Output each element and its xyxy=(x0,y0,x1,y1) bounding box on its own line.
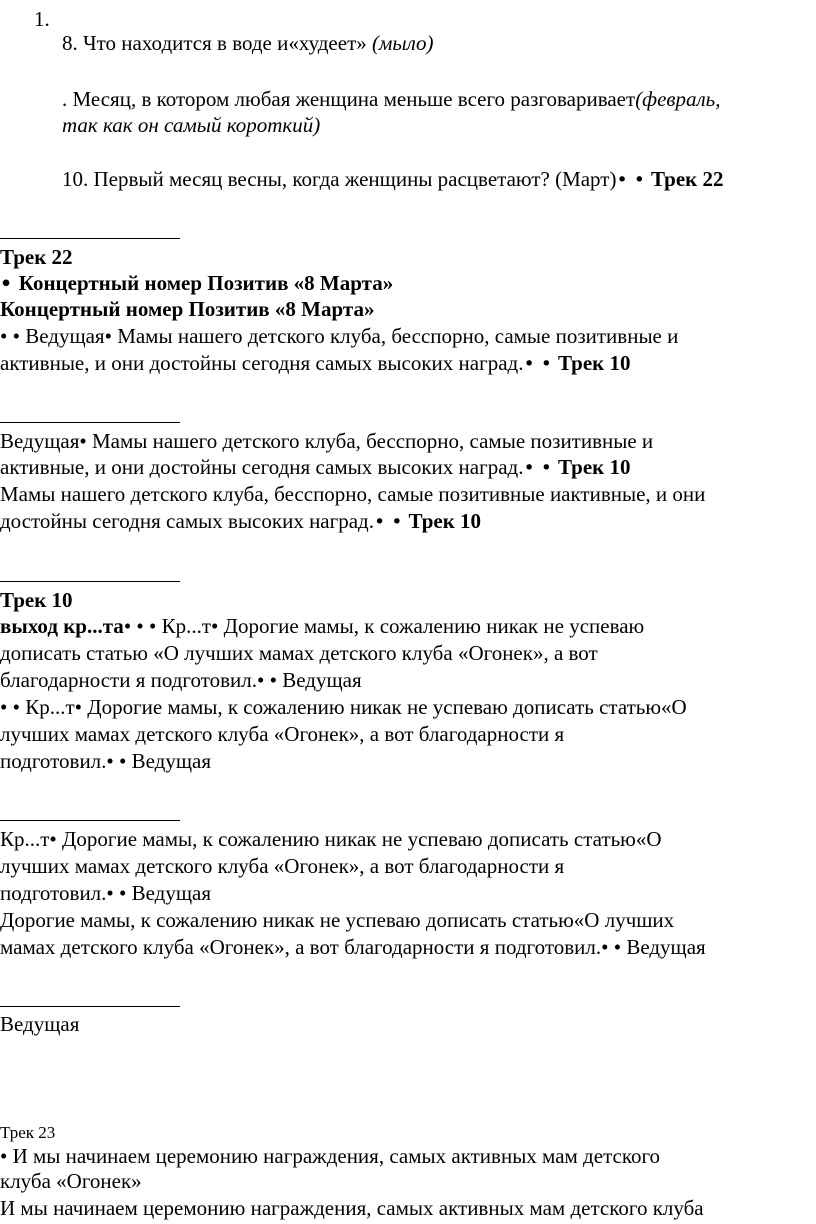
paragraph-line xyxy=(0,508,481,535)
paragraph-line xyxy=(0,350,631,377)
paragraph-line: • И мы начинаем церемонию награждения, самых активных мам детского xyxy=(0,1144,661,1168)
track-link[interactable]: Трек 10 xyxy=(557,455,631,479)
paragraph-line: • • Кр...т• Дорогие мамы, к сожалению никак не успеваю дописать статью«О xyxy=(0,695,687,719)
paragraph-line: благодарности я подготовил.• • Ведущая xyxy=(0,668,362,692)
bullet-marks: • • xyxy=(616,169,651,191)
concert-heading: Концертный номер Позитив «8 Марта» xyxy=(0,297,375,321)
separator-line xyxy=(0,1006,180,1007)
section-title: Трек 10 xyxy=(0,588,73,612)
exit-heading: выход кр...та xyxy=(0,614,124,638)
question-9-line-1 xyxy=(62,86,721,112)
paragraph-line: Ведущая xyxy=(0,1012,80,1036)
paragraph-line: И мы начинаем церемонию награждения, самых активных мам детского клуба xyxy=(0,1196,704,1220)
paragraph-text: • • • Кр...т• Дорогие мамы, к сожалению никак не успеваю xyxy=(123,614,645,638)
question-8-text: 8. Что находится в воде и«худеет» xyxy=(62,31,367,55)
track-link[interactable]: Трек 22 xyxy=(650,167,724,191)
paragraph-line: Ведущая• Мамы нашего детского клуба, бесспорно, самые позитивные и xyxy=(0,429,654,453)
question-8-answer: (мыло) xyxy=(372,31,434,55)
paragraph-line: лучших мамах детского клуба «Огонек», а вот благодарности я xyxy=(0,854,565,878)
paragraph-line: подготовил.• • Ведущая xyxy=(0,749,212,773)
separator-line xyxy=(0,238,180,239)
question-9-line-2: так как он самый короткий) xyxy=(62,113,321,137)
concert-heading-text: Концертный номер Позитив «8 Марта» xyxy=(18,271,394,295)
track-link[interactable]: Трек 10 xyxy=(408,509,482,533)
track-link[interactable]: Трек 10 xyxy=(557,351,631,375)
paragraph-line: мамах детского клуба «Огонек», а вот благодарности я подготовил.• • Ведущая xyxy=(0,935,706,959)
paragraph-line: клуба «Огонек» xyxy=(0,1169,142,1193)
paragraph-text: активные, и они достойны сегодня самых высоких наград. xyxy=(0,455,524,479)
list-number: 1. xyxy=(34,7,50,31)
bullet-marks: • • xyxy=(523,457,558,479)
section-title: Трек 22 xyxy=(0,245,73,269)
paragraph-line: лучших мамах детского клуба «Огонек», а вот благодарности я xyxy=(0,722,565,746)
separator-line xyxy=(0,422,180,423)
paragraph-line: Дорогие мамы, к сожалению никак не успеваю дописать статью«О лучших xyxy=(0,908,675,932)
bullet-mark: • xyxy=(0,273,19,295)
separator-line xyxy=(0,820,180,821)
section-title: Трек 23 xyxy=(0,1123,56,1142)
question-9-answer: (февраль, xyxy=(635,87,721,111)
question-8 xyxy=(62,30,434,56)
paragraph-line xyxy=(0,454,631,481)
paragraph-line: • • Ведущая• Мамы нашего детского клуба, бесспорно, самые позитивные и xyxy=(0,324,679,348)
paragraph-line: Кр...т• Дорогие мамы, к сожалению никак не успеваю дописать статью«О xyxy=(0,827,662,851)
concert-heading-bulleted xyxy=(0,270,393,297)
paragraph-line xyxy=(0,613,644,639)
question-9-text: . Месяц, в котором любая женщина меньше всего разговаривает xyxy=(62,87,636,111)
paragraph-line: Мамы нашего детского клуба, бесспорно, самые позитивные иактивные, и они xyxy=(0,482,706,506)
paragraph-line: подготовил.• • Ведущая xyxy=(0,881,212,905)
question-10 xyxy=(62,166,724,193)
paragraph-text: достойны сегодня самых высоких наград. xyxy=(0,509,374,533)
separator-line xyxy=(0,581,180,582)
paragraph-text: активные, и они достойны сегодня самых высоких наград. xyxy=(0,351,524,375)
bullet-marks: • • xyxy=(374,511,409,533)
bullet-marks: • • xyxy=(523,353,558,375)
paragraph-line: дописать статью «О лучших мамах детского клуба «Огонек», а вот xyxy=(0,641,598,665)
question-10-text: 10. Первый месяц весны, когда женщины расцветают? (Март) xyxy=(62,167,617,191)
